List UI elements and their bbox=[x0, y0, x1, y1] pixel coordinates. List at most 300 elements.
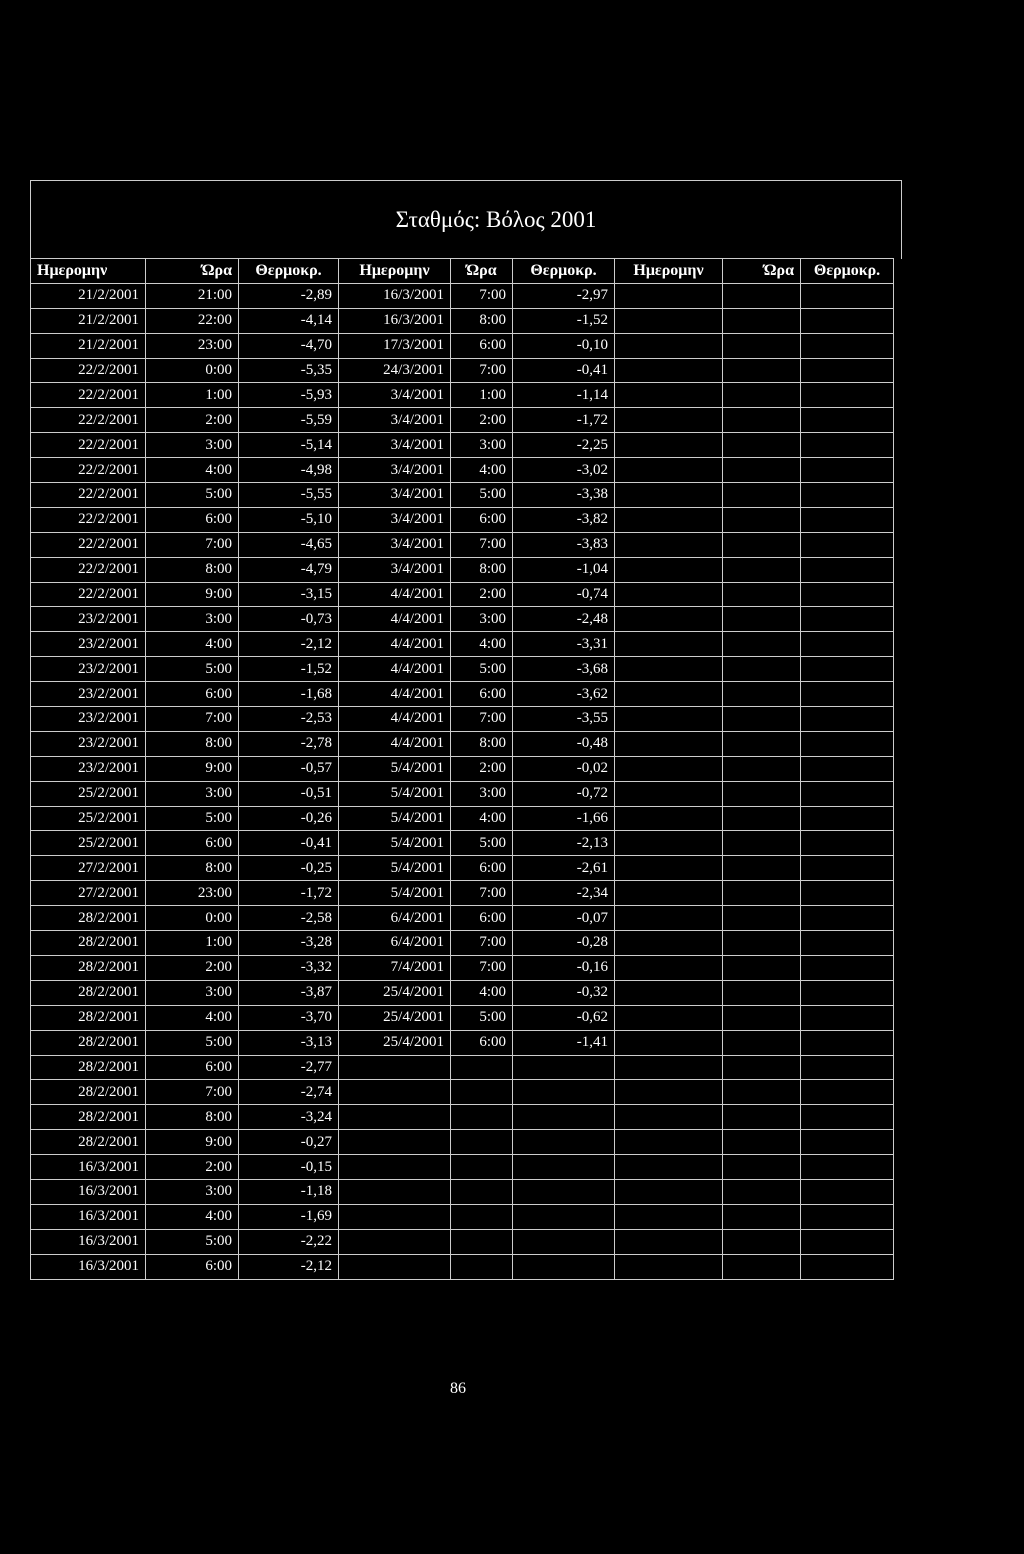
date-cell: 23/2/2001 bbox=[31, 731, 146, 756]
date-cell bbox=[339, 1055, 451, 1080]
header-time: Ώρα bbox=[451, 259, 513, 284]
date-cell bbox=[615, 632, 723, 657]
time-cell bbox=[451, 1229, 513, 1254]
temp-cell: -3,62 bbox=[513, 682, 615, 707]
time-cell: 5:00 bbox=[451, 1005, 513, 1030]
time-cell: 4:00 bbox=[451, 980, 513, 1005]
time-cell: 5:00 bbox=[146, 1229, 239, 1254]
table-row bbox=[31, 1055, 894, 1080]
temp-cell bbox=[513, 1229, 615, 1254]
time-cell: 5:00 bbox=[146, 657, 239, 682]
time-cell: 4:00 bbox=[146, 1005, 239, 1030]
date-cell: 28/2/2001 bbox=[31, 1030, 146, 1055]
header-date: Ημερομην bbox=[31, 259, 146, 284]
header-time: Ώρα bbox=[146, 259, 239, 284]
table-row bbox=[31, 1229, 894, 1254]
temp-cell: -0,07 bbox=[513, 906, 615, 931]
temp-cell bbox=[801, 931, 894, 956]
temp-cell: -2,12 bbox=[239, 1254, 339, 1279]
temp-cell: -3,87 bbox=[239, 980, 339, 1005]
time-cell bbox=[723, 1229, 801, 1254]
header-date: Ημερομην bbox=[615, 259, 723, 284]
temp-cell: -2,61 bbox=[513, 856, 615, 881]
time-cell: 8:00 bbox=[451, 308, 513, 333]
time-cell: 7:00 bbox=[146, 1080, 239, 1105]
date-cell bbox=[339, 1229, 451, 1254]
temp-cell: -0,32 bbox=[513, 980, 615, 1005]
date-cell: 28/2/2001 bbox=[31, 1055, 146, 1080]
temperature-table bbox=[30, 258, 894, 1280]
date-cell: 28/2/2001 bbox=[31, 1080, 146, 1105]
table-row bbox=[31, 856, 894, 881]
table-row bbox=[31, 283, 894, 308]
time-cell bbox=[723, 557, 801, 582]
date-cell: 16/3/2001 bbox=[339, 283, 451, 308]
temp-cell: -0,74 bbox=[513, 582, 615, 607]
time-cell: 2:00 bbox=[146, 955, 239, 980]
temp-cell: -1,66 bbox=[513, 806, 615, 831]
temp-cell: -2,48 bbox=[513, 607, 615, 632]
table-row bbox=[31, 433, 894, 458]
time-cell: 6:00 bbox=[451, 682, 513, 707]
temp-cell bbox=[801, 831, 894, 856]
time-cell bbox=[723, 283, 801, 308]
temp-cell: -0,73 bbox=[239, 607, 339, 632]
temp-cell bbox=[801, 333, 894, 358]
time-cell: 5:00 bbox=[451, 483, 513, 508]
time-cell: 4:00 bbox=[451, 458, 513, 483]
temp-cell: -2,74 bbox=[239, 1080, 339, 1105]
time-cell: 4:00 bbox=[451, 806, 513, 831]
temp-cell: -3,70 bbox=[239, 1005, 339, 1030]
time-cell: 9:00 bbox=[146, 582, 239, 607]
time-cell bbox=[451, 1130, 513, 1155]
temp-cell bbox=[513, 1105, 615, 1130]
date-cell bbox=[615, 980, 723, 1005]
table-row bbox=[31, 1254, 894, 1279]
temp-cell bbox=[801, 806, 894, 831]
temp-cell bbox=[801, 557, 894, 582]
time-cell bbox=[723, 433, 801, 458]
date-cell: 21/2/2001 bbox=[31, 283, 146, 308]
date-cell: 5/4/2001 bbox=[339, 756, 451, 781]
temp-cell bbox=[801, 1204, 894, 1229]
time-cell bbox=[723, 582, 801, 607]
date-cell: 25/2/2001 bbox=[31, 781, 146, 806]
time-cell bbox=[723, 881, 801, 906]
temp-cell: -3,32 bbox=[239, 955, 339, 980]
temp-cell bbox=[513, 1204, 615, 1229]
temp-cell: -4,98 bbox=[239, 458, 339, 483]
temp-cell bbox=[801, 308, 894, 333]
date-cell: 22/2/2001 bbox=[31, 408, 146, 433]
date-cell bbox=[615, 1030, 723, 1055]
time-cell: 2:00 bbox=[451, 756, 513, 781]
date-cell bbox=[339, 1155, 451, 1180]
date-cell: 22/2/2001 bbox=[31, 458, 146, 483]
temp-cell: -1,72 bbox=[239, 881, 339, 906]
time-cell: 1:00 bbox=[451, 383, 513, 408]
time-cell: 8:00 bbox=[451, 557, 513, 582]
date-cell: 27/2/2001 bbox=[31, 856, 146, 881]
temp-cell bbox=[801, 1055, 894, 1080]
table-row bbox=[31, 582, 894, 607]
date-cell: 27/2/2001 bbox=[31, 881, 146, 906]
date-cell bbox=[615, 881, 723, 906]
title-box bbox=[30, 180, 902, 259]
time-cell bbox=[723, 308, 801, 333]
temp-cell: -4,14 bbox=[239, 308, 339, 333]
temp-cell bbox=[801, 731, 894, 756]
temp-cell: -3,24 bbox=[239, 1105, 339, 1130]
date-cell bbox=[339, 1204, 451, 1229]
temp-cell: -0,41 bbox=[239, 831, 339, 856]
header-temp: Θερμοκρ. bbox=[513, 259, 615, 284]
date-cell: 16/3/2001 bbox=[31, 1254, 146, 1279]
date-cell bbox=[615, 1229, 723, 1254]
time-cell bbox=[723, 507, 801, 532]
date-cell bbox=[615, 1055, 723, 1080]
time-cell: 9:00 bbox=[146, 756, 239, 781]
date-cell: 22/2/2001 bbox=[31, 358, 146, 383]
temp-cell bbox=[801, 1105, 894, 1130]
temp-cell: -3,02 bbox=[513, 458, 615, 483]
time-cell bbox=[723, 980, 801, 1005]
time-cell bbox=[723, 806, 801, 831]
time-cell: 5:00 bbox=[451, 831, 513, 856]
time-cell: 5:00 bbox=[146, 483, 239, 508]
temp-cell bbox=[513, 1155, 615, 1180]
temp-cell: -1,52 bbox=[513, 308, 615, 333]
time-cell: 6:00 bbox=[451, 1030, 513, 1055]
temp-cell: -2,97 bbox=[513, 283, 615, 308]
table-row bbox=[31, 1105, 894, 1130]
date-cell bbox=[615, 955, 723, 980]
table-row bbox=[31, 408, 894, 433]
date-cell: 5/4/2001 bbox=[339, 856, 451, 881]
time-cell: 3:00 bbox=[146, 781, 239, 806]
temp-cell bbox=[801, 682, 894, 707]
time-cell bbox=[451, 1204, 513, 1229]
temp-cell bbox=[801, 657, 894, 682]
table-row bbox=[31, 980, 894, 1005]
time-cell: 6:00 bbox=[146, 682, 239, 707]
temp-cell bbox=[801, 507, 894, 532]
time-cell: 6:00 bbox=[146, 1055, 239, 1080]
date-cell: 25/4/2001 bbox=[339, 1005, 451, 1030]
date-cell bbox=[615, 806, 723, 831]
temp-cell: -5,59 bbox=[239, 408, 339, 433]
time-cell bbox=[723, 1130, 801, 1155]
table-row bbox=[31, 806, 894, 831]
temp-cell: -3,82 bbox=[513, 507, 615, 532]
temp-cell bbox=[801, 707, 894, 732]
date-cell bbox=[615, 856, 723, 881]
time-cell bbox=[723, 458, 801, 483]
time-cell bbox=[451, 1155, 513, 1180]
temp-cell bbox=[801, 881, 894, 906]
time-cell: 3:00 bbox=[146, 1179, 239, 1204]
time-cell: 8:00 bbox=[146, 557, 239, 582]
date-cell: 3/4/2001 bbox=[339, 483, 451, 508]
date-cell: 23/2/2001 bbox=[31, 682, 146, 707]
time-cell bbox=[723, 1105, 801, 1130]
table-row bbox=[31, 682, 894, 707]
time-cell: 7:00 bbox=[146, 532, 239, 557]
date-cell bbox=[615, 1130, 723, 1155]
temp-cell: -0,27 bbox=[239, 1130, 339, 1155]
date-cell: 22/2/2001 bbox=[31, 383, 146, 408]
date-cell: 4/4/2001 bbox=[339, 582, 451, 607]
date-cell bbox=[615, 682, 723, 707]
date-cell: 22/2/2001 bbox=[31, 582, 146, 607]
date-cell bbox=[615, 756, 723, 781]
date-cell: 28/2/2001 bbox=[31, 1130, 146, 1155]
time-cell: 8:00 bbox=[146, 1105, 239, 1130]
temp-cell: -0,10 bbox=[513, 333, 615, 358]
date-cell bbox=[615, 1155, 723, 1180]
date-cell: 28/2/2001 bbox=[31, 906, 146, 931]
time-cell bbox=[723, 856, 801, 881]
date-cell: 23/2/2001 bbox=[31, 632, 146, 657]
temp-cell bbox=[801, 532, 894, 557]
temp-cell bbox=[801, 856, 894, 881]
table-row bbox=[31, 532, 894, 557]
table-row bbox=[31, 931, 894, 956]
table-row bbox=[31, 308, 894, 333]
temp-cell: -3,31 bbox=[513, 632, 615, 657]
time-cell: 6:00 bbox=[451, 906, 513, 931]
time-cell: 0:00 bbox=[146, 358, 239, 383]
date-cell bbox=[615, 358, 723, 383]
time-cell: 23:00 bbox=[146, 333, 239, 358]
date-cell: 4/4/2001 bbox=[339, 607, 451, 632]
table-row bbox=[31, 1204, 894, 1229]
temp-cell: -0,16 bbox=[513, 955, 615, 980]
table-row bbox=[31, 831, 894, 856]
date-cell: 28/2/2001 bbox=[31, 955, 146, 980]
time-cell: 3:00 bbox=[451, 607, 513, 632]
temp-cell: -2,22 bbox=[239, 1229, 339, 1254]
date-cell: 16/3/2001 bbox=[31, 1179, 146, 1204]
temp-cell: -1,69 bbox=[239, 1204, 339, 1229]
table-row bbox=[31, 1179, 894, 1204]
table-row bbox=[31, 707, 894, 732]
time-cell: 7:00 bbox=[451, 955, 513, 980]
header-time: Ώρα bbox=[723, 259, 801, 284]
date-cell bbox=[339, 1105, 451, 1130]
date-cell bbox=[615, 1204, 723, 1229]
temp-cell bbox=[801, 607, 894, 632]
date-cell bbox=[615, 607, 723, 632]
table-row bbox=[31, 458, 894, 483]
time-cell: 22:00 bbox=[146, 308, 239, 333]
date-cell: 28/2/2001 bbox=[31, 980, 146, 1005]
time-cell: 6:00 bbox=[451, 856, 513, 881]
time-cell bbox=[723, 1005, 801, 1030]
time-cell bbox=[723, 383, 801, 408]
table-row bbox=[31, 333, 894, 358]
time-cell: 1:00 bbox=[146, 931, 239, 956]
date-cell bbox=[615, 483, 723, 508]
date-cell: 7/4/2001 bbox=[339, 955, 451, 980]
time-cell bbox=[723, 358, 801, 383]
table-row bbox=[31, 1130, 894, 1155]
date-cell bbox=[615, 433, 723, 458]
time-cell bbox=[723, 483, 801, 508]
station-title: Σταθμός: Βόλος 2001 bbox=[395, 207, 597, 232]
date-cell: 22/2/2001 bbox=[31, 483, 146, 508]
temp-cell bbox=[801, 358, 894, 383]
time-cell: 3:00 bbox=[146, 607, 239, 632]
temp-cell: -4,79 bbox=[239, 557, 339, 582]
temp-cell: -2,77 bbox=[239, 1055, 339, 1080]
time-cell bbox=[451, 1055, 513, 1080]
date-cell: 21/2/2001 bbox=[31, 308, 146, 333]
temp-cell: -5,35 bbox=[239, 358, 339, 383]
temp-cell: -3,38 bbox=[513, 483, 615, 508]
date-cell bbox=[615, 1080, 723, 1105]
temp-cell: -3,83 bbox=[513, 532, 615, 557]
time-cell bbox=[723, 906, 801, 931]
temp-cell: -1,18 bbox=[239, 1179, 339, 1204]
time-cell bbox=[723, 1254, 801, 1279]
temp-cell: -1,04 bbox=[513, 557, 615, 582]
date-cell: 22/2/2001 bbox=[31, 433, 146, 458]
temp-cell: -5,93 bbox=[239, 383, 339, 408]
time-cell bbox=[723, 1030, 801, 1055]
temp-cell: -2,13 bbox=[513, 831, 615, 856]
date-cell: 4/4/2001 bbox=[339, 707, 451, 732]
date-cell bbox=[615, 906, 723, 931]
temp-cell: -2,12 bbox=[239, 632, 339, 657]
temp-cell bbox=[801, 408, 894, 433]
time-cell: 3:00 bbox=[146, 433, 239, 458]
time-cell: 21:00 bbox=[146, 283, 239, 308]
temp-cell: -2,78 bbox=[239, 731, 339, 756]
date-cell: 3/4/2001 bbox=[339, 408, 451, 433]
time-cell: 5:00 bbox=[451, 657, 513, 682]
time-cell bbox=[723, 333, 801, 358]
date-cell bbox=[615, 458, 723, 483]
temp-cell bbox=[801, 1130, 894, 1155]
date-cell: 25/4/2001 bbox=[339, 1030, 451, 1055]
temp-cell: -1,14 bbox=[513, 383, 615, 408]
date-cell: 4/4/2001 bbox=[339, 657, 451, 682]
time-cell bbox=[723, 408, 801, 433]
temp-cell bbox=[513, 1055, 615, 1080]
time-cell: 7:00 bbox=[451, 283, 513, 308]
temp-cell bbox=[801, 756, 894, 781]
time-cell bbox=[723, 955, 801, 980]
date-cell bbox=[615, 308, 723, 333]
date-cell: 16/3/2001 bbox=[31, 1155, 146, 1180]
page-number: 86 bbox=[450, 1380, 466, 1397]
date-cell: 24/3/2001 bbox=[339, 358, 451, 383]
time-cell bbox=[723, 756, 801, 781]
date-cell: 28/2/2001 bbox=[31, 1105, 146, 1130]
date-cell bbox=[615, 383, 723, 408]
time-cell bbox=[451, 1254, 513, 1279]
temp-cell: -1,68 bbox=[239, 682, 339, 707]
table-row bbox=[31, 781, 894, 806]
time-cell: 6:00 bbox=[146, 1254, 239, 1279]
temp-cell: -0,51 bbox=[239, 781, 339, 806]
header-date: Ημερομην bbox=[339, 259, 451, 284]
temp-cell bbox=[801, 458, 894, 483]
table-row bbox=[31, 632, 894, 657]
date-cell bbox=[615, 831, 723, 856]
time-cell bbox=[723, 1080, 801, 1105]
date-cell: 3/4/2001 bbox=[339, 433, 451, 458]
time-cell bbox=[723, 532, 801, 557]
temp-cell: -0,15 bbox=[239, 1155, 339, 1180]
date-cell bbox=[615, 507, 723, 532]
temp-cell bbox=[801, 1080, 894, 1105]
temp-cell: -0,25 bbox=[239, 856, 339, 881]
table-row bbox=[31, 906, 894, 931]
table-row bbox=[31, 483, 894, 508]
temp-cell bbox=[513, 1130, 615, 1155]
time-cell: 7:00 bbox=[451, 881, 513, 906]
time-cell: 2:00 bbox=[451, 408, 513, 433]
table-body bbox=[31, 283, 894, 1279]
date-cell: 16/3/2001 bbox=[31, 1229, 146, 1254]
temp-cell bbox=[513, 1179, 615, 1204]
date-cell: 23/2/2001 bbox=[31, 707, 146, 732]
date-cell bbox=[615, 582, 723, 607]
date-cell bbox=[339, 1179, 451, 1204]
temp-cell: -2,58 bbox=[239, 906, 339, 931]
temp-cell: -0,62 bbox=[513, 1005, 615, 1030]
time-cell: 6:00 bbox=[451, 507, 513, 532]
time-cell: 6:00 bbox=[146, 831, 239, 856]
time-cell: 7:00 bbox=[146, 707, 239, 732]
time-cell bbox=[723, 1179, 801, 1204]
time-cell: 9:00 bbox=[146, 1130, 239, 1155]
table-row bbox=[31, 955, 894, 980]
time-cell: 6:00 bbox=[451, 333, 513, 358]
date-cell: 28/2/2001 bbox=[31, 931, 146, 956]
table-row bbox=[31, 756, 894, 781]
time-cell bbox=[451, 1179, 513, 1204]
temp-cell bbox=[801, 955, 894, 980]
temp-cell: -1,72 bbox=[513, 408, 615, 433]
time-cell: 0:00 bbox=[146, 906, 239, 931]
date-cell: 25/4/2001 bbox=[339, 980, 451, 1005]
time-cell: 7:00 bbox=[451, 358, 513, 383]
date-cell: 4/4/2001 bbox=[339, 682, 451, 707]
temp-cell bbox=[801, 1005, 894, 1030]
temp-cell bbox=[801, 1030, 894, 1055]
temp-cell: -3,55 bbox=[513, 707, 615, 732]
temp-cell bbox=[801, 906, 894, 931]
date-cell: 16/3/2001 bbox=[31, 1204, 146, 1229]
time-cell: 4:00 bbox=[146, 632, 239, 657]
time-cell bbox=[723, 632, 801, 657]
time-cell bbox=[723, 931, 801, 956]
temp-cell bbox=[801, 1155, 894, 1180]
temp-cell: -0,28 bbox=[513, 931, 615, 956]
date-cell: 5/4/2001 bbox=[339, 806, 451, 831]
time-cell: 8:00 bbox=[146, 856, 239, 881]
temp-cell: -3,15 bbox=[239, 582, 339, 607]
temp-cell: -3,28 bbox=[239, 931, 339, 956]
temp-cell: -1,41 bbox=[513, 1030, 615, 1055]
date-cell: 28/2/2001 bbox=[31, 1005, 146, 1030]
time-cell: 4:00 bbox=[146, 1204, 239, 1229]
temp-cell: -0,02 bbox=[513, 756, 615, 781]
